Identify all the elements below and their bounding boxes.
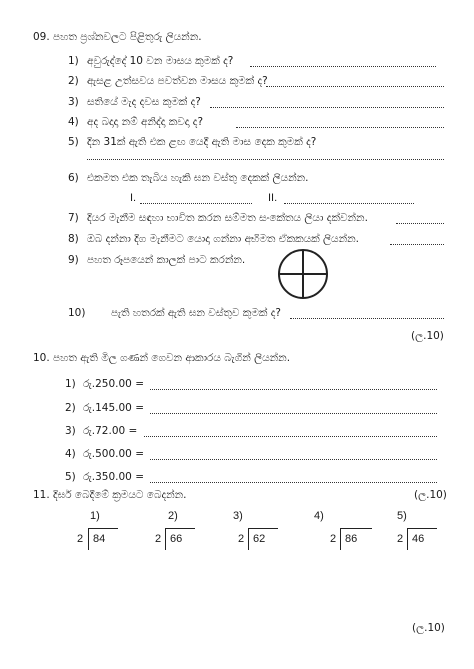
q10-answer-line-4[interactable]: [150, 459, 437, 460]
q09-item-1-number: 1): [68, 55, 79, 67]
q09-item-9-number: 9): [68, 254, 79, 266]
q10-item-5-number: 5): [65, 471, 76, 483]
q09-answer-line-7[interactable]: [396, 223, 444, 224]
q09-answer-line-1[interactable]: [250, 66, 436, 67]
q09-answer-line-8[interactable]: [390, 244, 444, 245]
q11-problem-1-dividend: 84: [93, 533, 106, 545]
q09-answer-line-2[interactable]: [266, 86, 444, 87]
q09-item-6-number: 6): [68, 172, 79, 184]
q10-item-1-number: 1): [65, 378, 76, 390]
q09-title: 09. පහත ප්‍රශ්නවලට පිළිතුරු ලියන්න.: [33, 31, 202, 43]
q09-answer-line-6a[interactable]: [140, 203, 252, 204]
q09-item-8-text: ඔබ දන්නා දිග මැනීමට යොදා ගන්නා අභිමත ඒකකයක් ලියන්න.: [87, 233, 359, 245]
q09-answer-line-5[interactable]: [87, 159, 444, 160]
q10-item-3-number: 3): [65, 425, 76, 437]
q09-answer-line-10[interactable]: [290, 318, 444, 319]
footer-marks: (ල.10): [412, 622, 445, 634]
q09-item-2-number: 2): [68, 75, 79, 87]
q09-marks: (ල.10): [411, 330, 444, 342]
q09-item-6-sub-i-label: I.: [130, 192, 137, 204]
q10-item-1-text: රු.250.00 =: [83, 378, 144, 390]
q10-item-3-text: රු.72.00 =: [83, 425, 138, 437]
q09-answer-line-3[interactable]: [210, 107, 444, 108]
q09-answer-line-4[interactable]: [236, 127, 444, 128]
q09-item-10-number: 10): [68, 307, 86, 319]
q09-item-4-number: 4): [68, 116, 79, 128]
q11-problem-3-number: 3): [233, 510, 243, 522]
quartered-circle-figure[interactable]: [278, 249, 328, 299]
q09-item-9-text: පහත රූපයෙන් කාලක් පාට කරන්න.: [87, 254, 246, 266]
q11-problem-2-number: 2): [168, 510, 178, 522]
q10-item-2-text: රු.145.00 =: [83, 402, 144, 414]
q11-problem-2-dividend: 66: [170, 533, 183, 545]
q11-problem-4-divisor: 2: [330, 533, 337, 545]
q10-item-4-text: රු.500.00 =: [83, 448, 144, 460]
q09-item-3-number: 3): [68, 96, 79, 108]
q10-item-5-text: රු.350.00 =: [83, 471, 144, 483]
q10-answer-line-5[interactable]: [150, 482, 437, 483]
q10-item-2-number: 2): [65, 402, 76, 414]
q11-problem-2-divisor: 2: [155, 533, 162, 545]
q11-problem-5-divisor: 2: [397, 533, 404, 545]
q09-item-1-text: අවුරුද්දේ 10 වන මාසය කුමක් ද?: [87, 55, 234, 67]
q10-answer-line-1[interactable]: [150, 389, 437, 390]
q09-item-4-text: අද බදාදා නම් අනිද්දා කවදා ද?: [87, 116, 204, 128]
q11-problem-3-dividend: 62: [253, 533, 266, 545]
q11-problem-5-number: 5): [397, 510, 407, 522]
q09-item-6-text: එකමත එක තැබිය හැකි ඝන වස්තු දෙකක් ලියන්න.: [87, 172, 309, 184]
q09-item-5-text: දින 31ක් ඇති එක ළඟ යෙදී ඇති මාස දෙක කුමක් ද?: [87, 136, 317, 148]
q11-title: 11. දිර්ඝ බෙදීමේ ක්‍රමයට බෙදන්න.: [33, 489, 187, 501]
q09-item-6-sub-ii-label: II.: [268, 192, 278, 204]
q09-item-8-number: 8): [68, 233, 79, 245]
q10-answer-line-3[interactable]: [144, 436, 437, 437]
q11-problem-5-dividend: 46: [412, 533, 425, 545]
q11-problem-4-number: 4): [314, 510, 324, 522]
q11-problem-1-divisor: 2: [77, 533, 84, 545]
q11-problem-1-number: 1): [90, 510, 100, 522]
q11-marks: (ල.10): [414, 489, 447, 501]
q10-answer-line-2[interactable]: [150, 413, 437, 414]
q11-problem-4-dividend: 86: [345, 533, 358, 545]
q09-item-5-number: 5): [68, 136, 79, 148]
q10-item-4-number: 4): [65, 448, 76, 460]
q09-item-3-text: සතියේ මැද දවස කුමක් ද?: [87, 96, 201, 108]
q09-item-2-text: ඇසළ උත්සවය පවත්වන මාසය කුමක් ද?: [87, 75, 268, 87]
q09-item-7-number: 7): [68, 212, 79, 224]
q10-title: 10. පහත ඇති මිල ගණන් ගෙවන ආකාරය බැගින් ලියන්න.: [33, 352, 291, 364]
q11-problem-3-divisor: 2: [238, 533, 245, 545]
q09-item-7-text: දියර මැනීම සඳහා භාවිත කරන සම්මත සංකේතය ලියා දක්වන්න.: [87, 212, 368, 224]
q09-answer-line-6b[interactable]: [284, 203, 414, 204]
q09-item-10-text: පැති හතරක් ඇති ඝන වස්තුව කුමක් ද?: [111, 307, 281, 319]
